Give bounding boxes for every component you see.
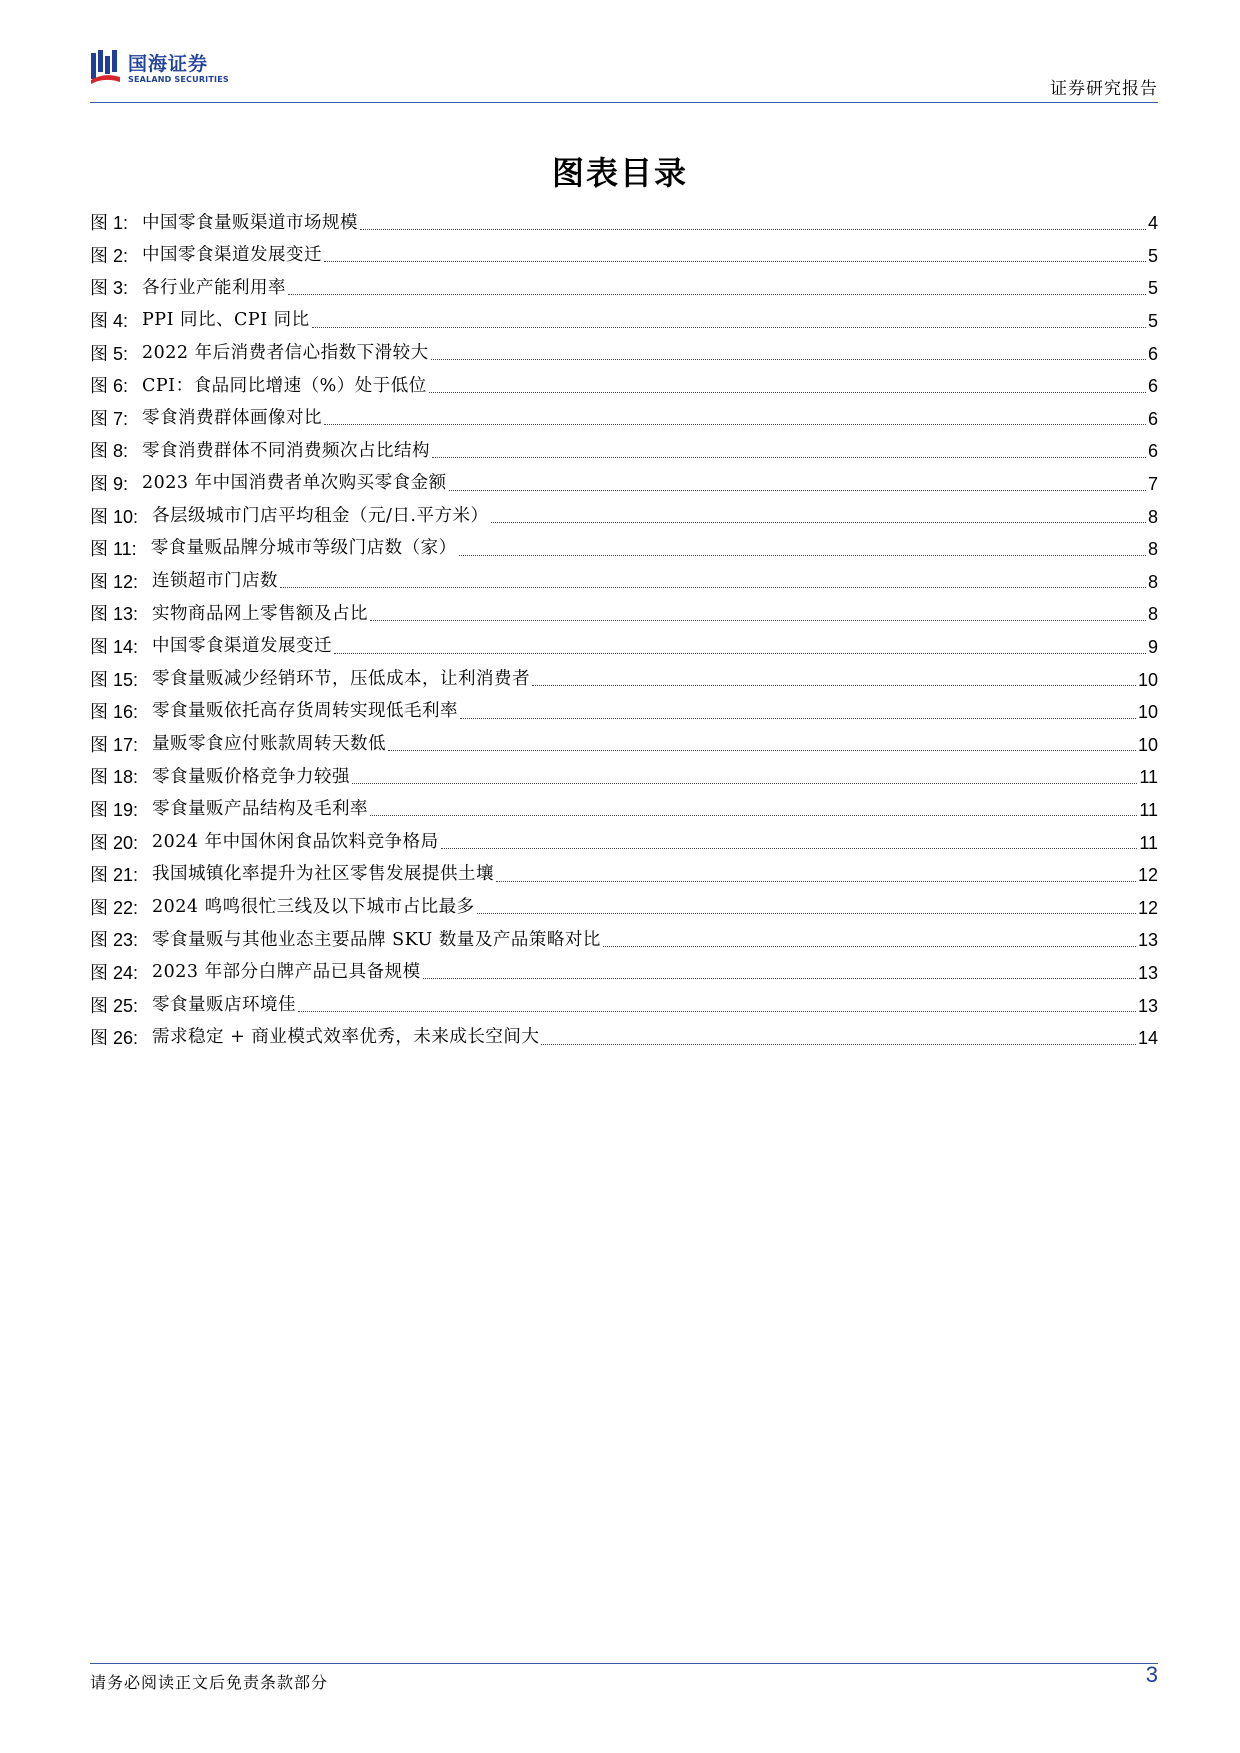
toc-entry-label: 图 1: (90, 213, 129, 234)
toc-entry-title: 零食量贩产品结构及毛利率 (152, 799, 369, 820)
toc-leader-dots (477, 913, 1136, 914)
toc-entry-label: 图 11: (90, 539, 137, 560)
toc-entry-title: 零食量贩与其他业态主要品牌 SKU 数量及产品策略对比 (152, 929, 601, 950)
toc-entry-label: 图 8: (90, 441, 129, 462)
toc-entry-page: 13 (1137, 962, 1158, 983)
toc-entry[interactable] (90, 729, 1158, 762)
toc-entry-page: 12 (1137, 897, 1158, 918)
toc-entry[interactable] (90, 598, 1158, 631)
toc-entry[interactable] (90, 305, 1158, 338)
toc-entry-title: 2024 鸣鸣很忙三线及以下城市占比最多 (152, 897, 475, 918)
page-header (90, 48, 1158, 104)
toc-entry-title: 实物商品网上零售额及占比 (152, 603, 369, 624)
toc-entry-label: 图 15: (90, 669, 139, 690)
toc-entry-label: 图 16: (90, 702, 139, 723)
toc-entry-label: 图 19: (90, 799, 139, 820)
toc-entry-page: 6 (1147, 441, 1158, 462)
footer-disclaimer: 请务必阅读正文后免责条款部分 (90, 1673, 329, 1692)
header-divider (90, 102, 1158, 103)
toc-entry-title: 量贩零食应付账款周转天数低 (152, 734, 387, 755)
toc-entry[interactable] (90, 403, 1158, 436)
toc-leader-dots (334, 653, 1146, 654)
toc-leader-dots (532, 685, 1136, 686)
toc-entry-page: 9 (1147, 637, 1158, 658)
toc-entry[interactable] (90, 696, 1158, 729)
toc-leader-dots (441, 848, 1138, 849)
toc-entry[interactable] (90, 924, 1158, 957)
toc-entry-title: 各行业产能利用率 (142, 277, 287, 298)
toc-entry-label: 图 7: (90, 408, 129, 429)
toc-entry-label: 图 22: (90, 897, 139, 918)
toc-entry-title: 2024 年中国休闲食品饮料竞争格局 (152, 831, 439, 852)
toc-leader-dots (298, 1011, 1136, 1012)
toc-entry-page: 13 (1137, 995, 1158, 1016)
toc-entry-title: 2022 年后消费者信心指数下滑较大 (142, 342, 429, 363)
toc-entry-label: 图 10: (90, 506, 139, 527)
toc-leader-dots (431, 359, 1146, 360)
toc-entry-page: 8 (1147, 571, 1158, 592)
toc-entry-title: 零食量贩价格竞争力较强 (152, 766, 351, 787)
toc-entry[interactable] (90, 1022, 1158, 1055)
toc-leader-dots (491, 522, 1146, 523)
toc-entry[interactable] (90, 272, 1158, 305)
toc-leader-dots (496, 881, 1136, 882)
report-type-label: 证券研究报告 (1050, 79, 1158, 99)
toc-leader-dots (370, 815, 1137, 816)
toc-entry-label: 图 3: (90, 278, 129, 299)
toc-entry[interactable] (90, 826, 1158, 859)
toc-entry-page: 11 (1139, 799, 1158, 820)
toc-leader-dots (460, 718, 1136, 719)
toc-entry[interactable] (90, 631, 1158, 664)
toc-entry[interactable] (90, 240, 1158, 273)
toc-entry-title: 2023 年中国消费者单次购买零食金额 (142, 473, 447, 494)
toc-leader-dots (370, 620, 1146, 621)
toc-entry-label: 图 26: (90, 1028, 139, 1049)
toc-entry-page: 11 (1139, 767, 1158, 788)
toc-entry-label: 图 13: (90, 604, 139, 625)
toc-entry[interactable] (90, 566, 1158, 599)
toc-entry-page: 10 (1137, 669, 1158, 690)
toc-entry-label: 图 2: (90, 245, 129, 266)
toc-entry-label: 图 4: (90, 311, 129, 332)
toc-entry[interactable] (90, 533, 1158, 566)
toc-entry-title: 零食量贩依托高存货周转实现低毛利率 (152, 701, 459, 722)
toc-entry-page: 8 (1147, 506, 1158, 527)
toc-entry-title: 中国零食渠道发展变迁 (152, 636, 333, 657)
toc-leader-dots (280, 587, 1146, 588)
toc-leader-dots (459, 555, 1146, 556)
toc-entry[interactable] (90, 468, 1158, 501)
figure-table-of-contents (90, 207, 1158, 1054)
toc-leader-dots (603, 946, 1136, 947)
toc-leader-dots (449, 490, 1146, 491)
toc-entry-page: 4 (1147, 213, 1158, 234)
toc-entry[interactable] (90, 337, 1158, 370)
toc-entry-label: 图 5: (90, 343, 129, 364)
toc-entry-title: PPI 同比、CPI 同比 (142, 310, 310, 331)
toc-entry[interactable] (90, 989, 1158, 1022)
toc-leader-dots (388, 750, 1136, 751)
toc-entry-label: 图 9: (90, 474, 129, 495)
toc-leader-dots (288, 294, 1146, 295)
toc-entry-title: 2023 年部分白牌产品已具备规模 (152, 962, 421, 983)
toc-entry-page: 6 (1147, 408, 1158, 429)
toc-entry-title: 零食消费群体不同消费频次占比结构 (142, 440, 431, 461)
toc-entry-title: CPI：食品同比增速（%）处于低位 (142, 375, 427, 396)
toc-leader-dots (312, 327, 1146, 328)
toc-entry[interactable] (90, 794, 1158, 827)
toc-entry-title: 零食量贩店环境佳 (152, 994, 297, 1015)
toc-leader-dots (324, 261, 1146, 262)
toc-entry-page: 8 (1147, 604, 1158, 625)
toc-entry-label: 图 14: (90, 637, 139, 658)
toc-leader-dots (352, 783, 1137, 784)
toc-entry-page: 10 (1137, 734, 1158, 755)
toc-entry-title: 中国零食量贩渠道市场规模 (142, 212, 359, 233)
footer-divider (90, 1663, 1158, 1664)
toc-entry-page: 8 (1147, 539, 1158, 560)
toc-leader-dots (423, 978, 1136, 979)
toc-entry-title: 零食消费群体画像对比 (142, 408, 323, 429)
toc-entry-label: 图 20: (90, 832, 139, 853)
toc-entry-page: 7 (1147, 474, 1158, 495)
toc-entry-title: 零食量贩品牌分城市等级门店数（家） (150, 538, 457, 559)
toc-leader-dots (429, 392, 1146, 393)
toc-entry[interactable] (90, 957, 1158, 990)
page-number: 3 (1145, 1662, 1158, 1687)
toc-entry-page: 14 (1137, 1028, 1158, 1049)
toc-entry[interactable] (90, 370, 1158, 403)
toc-leader-dots (324, 424, 1146, 425)
page-title: 图表目录 (551, 154, 688, 192)
toc-entry-title: 需求稳定 + 商业模式效率优秀，未来成长空间大 (152, 1027, 540, 1048)
toc-entry-title: 中国零食渠道发展变迁 (142, 245, 323, 266)
toc-entry-label: 图 23: (90, 930, 139, 951)
toc-entry-page: 13 (1137, 930, 1158, 951)
toc-entry[interactable] (90, 500, 1158, 533)
toc-leader-dots (541, 1044, 1136, 1045)
toc-entry-label: 图 21: (90, 865, 139, 886)
toc-entry-label: 图 6: (90, 376, 129, 397)
toc-entry[interactable] (90, 859, 1158, 892)
toc-entry-title: 零食量贩减少经销环节，压低成本，让利消费者 (152, 668, 531, 689)
toc-entry[interactable] (90, 663, 1158, 696)
toc-entry-label: 图 17: (90, 734, 139, 755)
toc-entry-title: 连锁超市门店数 (152, 571, 279, 592)
toc-leader-dots (432, 457, 1146, 458)
toc-entry-label: 图 24: (90, 962, 139, 983)
toc-entry[interactable] (90, 761, 1158, 794)
toc-entry-page: 6 (1147, 343, 1158, 364)
toc-entry-title: 我国城镇化率提升为社区零售发展提供土壤 (152, 864, 495, 885)
toc-entry-page: 5 (1147, 245, 1158, 266)
toc-entry-title: 各层级城市门店平均租金（元/日.平方米） (152, 505, 489, 526)
toc-entry-label: 图 12: (90, 571, 139, 592)
toc-entry-page: 11 (1139, 832, 1158, 853)
toc-entry[interactable] (90, 891, 1158, 924)
toc-entry[interactable] (90, 207, 1158, 240)
toc-entry-page: 6 (1147, 376, 1158, 397)
toc-entry-label: 图 18: (90, 767, 139, 788)
toc-entry-page: 5 (1147, 311, 1158, 332)
toc-entry-page: 12 (1137, 865, 1158, 886)
toc-entry-label: 图 25: (90, 995, 139, 1016)
toc-entry[interactable] (90, 435, 1158, 468)
logo-chinese-name: 国海证券 (128, 53, 209, 75)
sealand-logo-icon (90, 50, 122, 84)
toc-entry-page: 10 (1137, 702, 1158, 723)
logo-english-name: SEALAND SECURITIES (128, 75, 229, 84)
toc-entry-page: 5 (1147, 278, 1158, 299)
toc-leader-dots (360, 229, 1146, 230)
